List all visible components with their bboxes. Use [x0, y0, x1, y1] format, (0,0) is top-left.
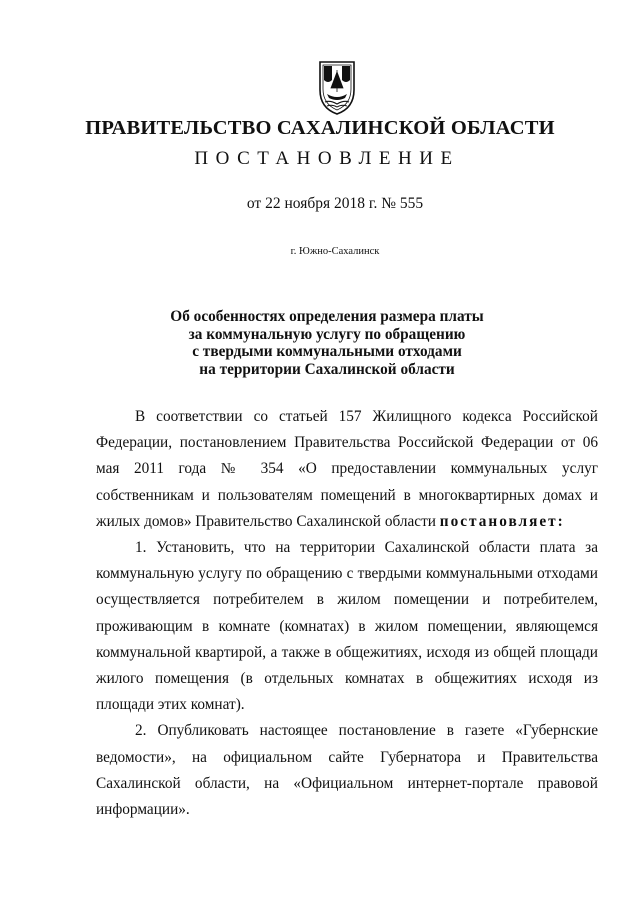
sakhalin-coat-of-arms-icon	[318, 58, 356, 116]
intro-text: В соответствии со статьей 157 Жилищного кодекса Российской Федерации, постановлением Правительства Российской Федерации от 06 мая 2011 года № 354 «О предоставлении коммунальных услуг собственникам и пользователям помещений в многоквартирных домах и жилых домов» Правительство Сахалинской области	[96, 408, 598, 530]
date-and-number: от 22 ноября 2018 г. № 555	[246, 195, 424, 212]
document-subject	[0, 308, 640, 378]
subject-line: за коммунальную услугу по обращению	[188, 325, 466, 343]
decree-word: постановляет:	[439, 512, 565, 530]
subject-line: с твердыми коммунальными отходами	[192, 343, 462, 360]
document-body	[96, 404, 598, 823]
subject-line: Об особенностях определения размера платы	[170, 308, 484, 325]
item-1-paragraph: 1. Установить, что на территории Сахалинской области плата за коммунальную услугу по обращению с твердыми коммунальными отходами осуществляется потребителем в жилом помещении и потребителем, проживающим в комнате (комнатах) в жилом помещении, являющемся коммунальной квартирой, а также в общежитиях, исходя из общей площади жилого помещения (в отдельных комнатах в общежитиях исходя из площади этих комнат).	[96, 539, 598, 714]
document-type: ПОСТАНОВЛЕНИЕ	[194, 148, 460, 169]
subject-line: на территории Сахалинской области	[199, 360, 455, 378]
government-title: ПРАВИТЕЛЬСТВО САХАЛИНСКОЙ ОБЛАСТИ	[85, 117, 555, 139]
intro-paragraph	[96, 404, 598, 535]
city-name: г. Южно-Сахалинск	[290, 246, 380, 257]
item-2-paragraph: 2. Опубликовать настоящее постановление в газете «Губернские ведомости», на официальном сайте Губернатора и Правительства Сахалинской области, на «Официальном интернет-портале правовой информации».	[96, 722, 598, 819]
